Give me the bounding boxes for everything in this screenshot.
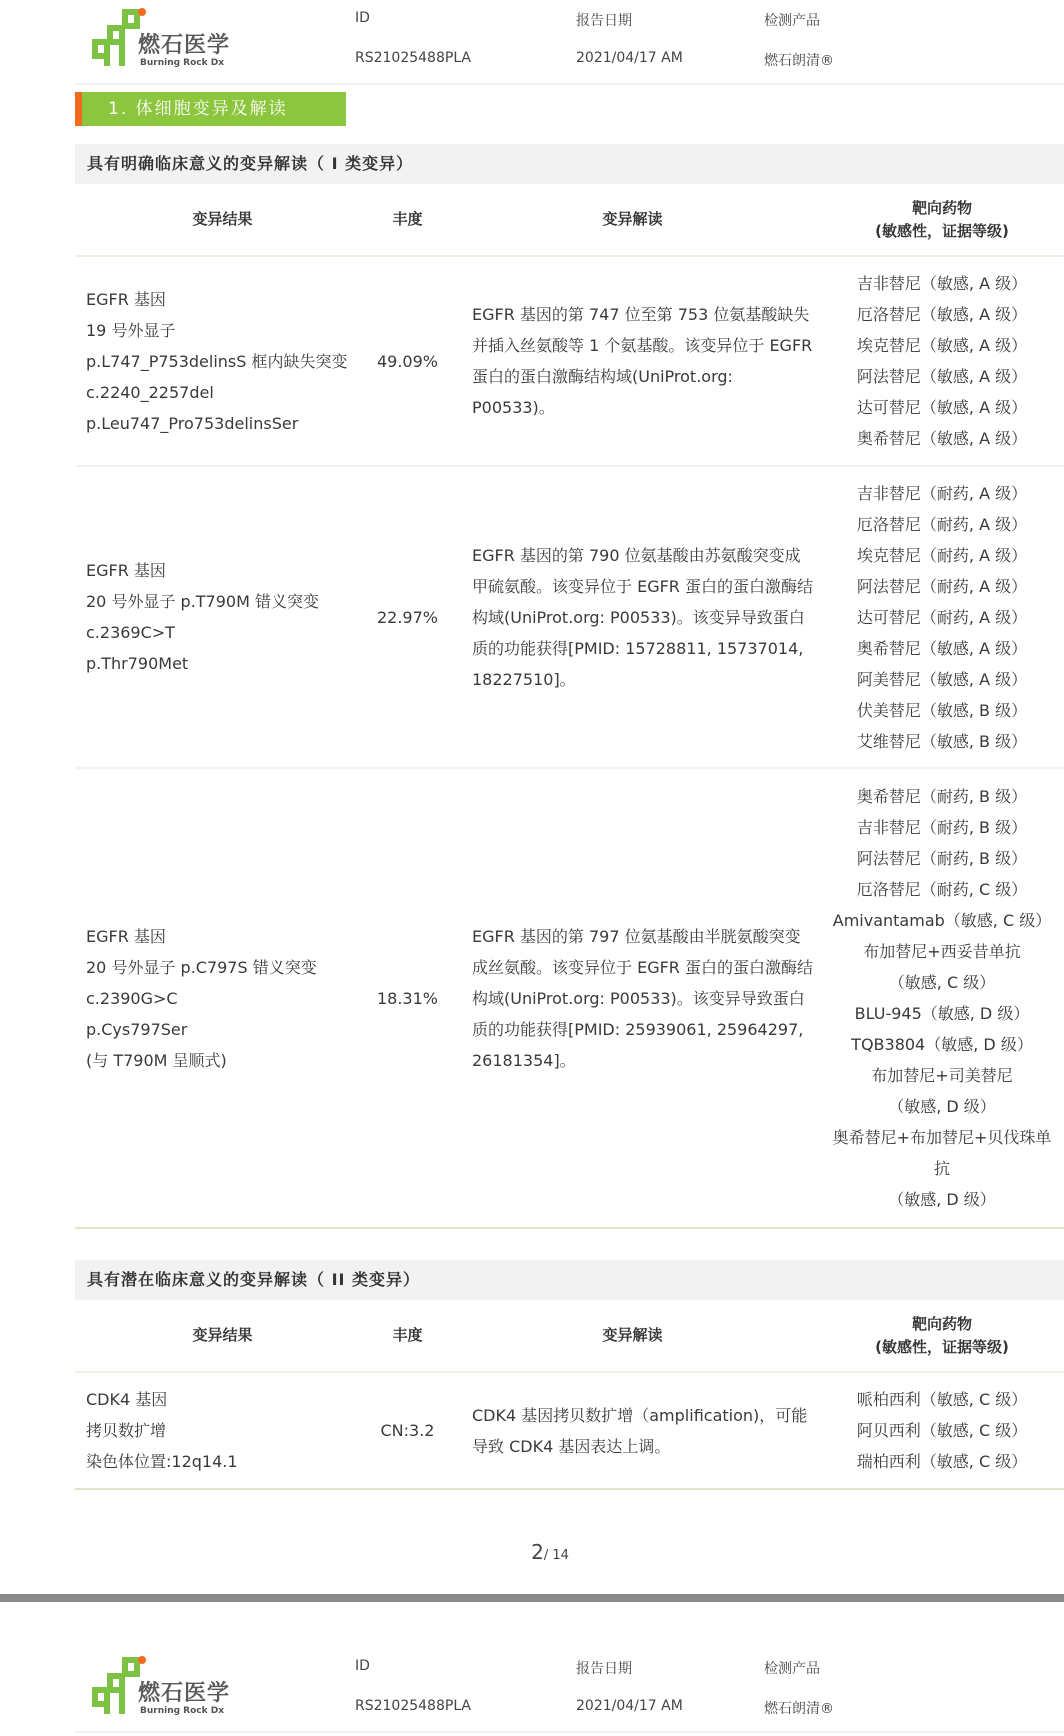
page-current: 2 bbox=[531, 1540, 544, 1564]
table-row bbox=[75, 769, 1064, 1229]
id-value: RS21025488PLA bbox=[355, 50, 472, 66]
drug-item: 阿贝西利（敏感, C 级） bbox=[856, 1421, 1028, 1440]
abundance-value: 18.31% bbox=[376, 988, 438, 1008]
result-line: (与 T790M 呈顺式) bbox=[86, 1050, 227, 1070]
drug-item: 抗 bbox=[933, 1159, 950, 1178]
interpretation-cell bbox=[445, 769, 820, 1227]
result-line: p.Thr790Met bbox=[86, 654, 189, 673]
drug-item: 埃克替尼（敏感, A 级） bbox=[856, 336, 1028, 355]
result-line: 20 号外显子 p.C797S 错义突变 bbox=[86, 957, 317, 977]
brand-name-en: Burning Rock Dx bbox=[140, 58, 225, 68]
drug-item: 阿法替尼（敏感, A 级） bbox=[856, 367, 1028, 386]
section-title: 1. 体细胞变异及解读 bbox=[75, 92, 346, 126]
interpretation-text: EGFR 基因的第 797 位氨基酸由半胱氨酸突变成丝氨酸。该变异位于 EGFR 蛋白的蛋白激酶结构域(UniProt.org: P00533)。该变异导致蛋白质的功能获得[PMID: 25939061, 25964297, 26181354]。 bbox=[472, 926, 814, 1070]
col-drugs-line1: 靶向药物 bbox=[911, 1314, 972, 1333]
table-header bbox=[75, 1300, 1064, 1373]
result-line: 染色体位置:12q14.1 bbox=[86, 1452, 238, 1471]
drugs-cell bbox=[820, 769, 1064, 1227]
brand-name-en: Burning Rock Dx bbox=[140, 1706, 225, 1716]
table-row bbox=[75, 257, 1064, 467]
result-line: EGFR 基因 bbox=[86, 926, 166, 946]
col-abundance: 丰度 bbox=[392, 1326, 423, 1344]
col-abundance: 丰度 bbox=[392, 210, 423, 228]
id-label: ID bbox=[355, 10, 370, 26]
class2-table bbox=[75, 1300, 1064, 1490]
drug-item: 吉非替尼（耐药, A 级） bbox=[856, 483, 1028, 503]
report-date-value: 2021/04/17 AM bbox=[576, 50, 683, 66]
abundance-cell bbox=[370, 257, 445, 465]
result-line: c.2390G>C bbox=[86, 988, 178, 1008]
variant-result bbox=[75, 467, 370, 767]
page-separator bbox=[0, 1594, 1064, 1602]
interpretation-cell bbox=[445, 1373, 820, 1488]
report-date-value: 2021/04/17 AM bbox=[576, 1698, 683, 1714]
product-value: 燃石朗清® bbox=[764, 1701, 834, 1717]
variant-result bbox=[75, 1373, 370, 1488]
drug-item: 阿法替尼（耐药, A 级） bbox=[856, 576, 1028, 596]
brand-name-cn: 燃石医学 bbox=[138, 1681, 231, 1706]
result-line: p.L747_P753delinsS 框内缺失突变 bbox=[86, 351, 348, 371]
product-value: 燃石朗清® bbox=[764, 53, 834, 69]
col-result: 变异结果 bbox=[192, 1326, 253, 1344]
drug-item: 布加替尼+司美替尼 bbox=[871, 1066, 1013, 1085]
drug-item: Amivantamab（敏感, C 级） bbox=[832, 911, 1052, 930]
variant-result bbox=[75, 257, 370, 465]
result-line: 20 号外显子 p.T790M 错义突变 bbox=[86, 592, 319, 611]
page-number bbox=[0, 1540, 1064, 1564]
report-date-label: 报告日期 bbox=[576, 13, 632, 29]
drug-item: 哌柏西利（敏感, C 级） bbox=[856, 1390, 1028, 1409]
abundance-value: 22.97% bbox=[376, 607, 438, 627]
report-date-label: 报告日期 bbox=[576, 1661, 632, 1677]
result-line: 拷贝数扩增 bbox=[86, 1421, 167, 1440]
drug-item: 厄洛替尼（敏感, A 级） bbox=[856, 305, 1028, 324]
result-line: c.2369C>T bbox=[86, 623, 175, 642]
page-header bbox=[0, 0, 1064, 85]
table-row bbox=[75, 467, 1064, 769]
page-header-next bbox=[0, 1648, 1064, 1733]
header-divider bbox=[75, 83, 1064, 85]
id-value: RS21025488PLA bbox=[355, 1698, 472, 1714]
abundance-value: 49.09% bbox=[376, 351, 438, 371]
drug-item: 厄洛替尼（耐药, A 级） bbox=[856, 514, 1028, 534]
table-row bbox=[75, 1373, 1064, 1490]
drug-item: 奥希替尼（敏感, A 级） bbox=[856, 429, 1028, 448]
abundance-value: CN:3.2 bbox=[380, 1421, 435, 1440]
drug-item: 布加替尼+西妥昔单抗 bbox=[863, 942, 1021, 961]
drug-item: 埃克替尼（耐药, A 级） bbox=[856, 545, 1028, 565]
brand-logo bbox=[92, 6, 262, 76]
drug-item: 奥希替尼（敏感, A 级） bbox=[856, 638, 1028, 658]
result-line: c.2240_2257del bbox=[86, 382, 214, 402]
variant-result bbox=[75, 769, 370, 1227]
id-label: ID bbox=[355, 1658, 370, 1674]
abundance-cell bbox=[370, 1373, 445, 1488]
drug-item: （敏感, D 级） bbox=[888, 1190, 996, 1209]
drug-item: 达可替尼（耐药, A 级） bbox=[856, 607, 1028, 627]
result-line: EGFR 基因 bbox=[86, 561, 166, 580]
col-drugs-line2: (敏感性，证据等级) bbox=[875, 1337, 1009, 1356]
col-interpretation: 变异解读 bbox=[602, 210, 663, 228]
result-line: p.Cys797Ser bbox=[86, 1019, 188, 1039]
drug-item: （敏感, C 级） bbox=[888, 973, 996, 992]
class1-title: 具有明确临床意义的变异解读（ I 类变异） bbox=[75, 144, 1064, 184]
drug-item: 厄洛替尼（耐药, C 级） bbox=[856, 880, 1028, 899]
drug-item: BLU-945（敏感, D 级） bbox=[854, 1004, 1030, 1023]
drug-item: 达可替尼（敏感, A 级） bbox=[856, 398, 1028, 417]
interpretation-cell bbox=[445, 257, 820, 465]
interpretation-text: CDK4 基因拷贝数扩增（amplification)，可能导致 CDK4 基因表达上调。 bbox=[472, 1405, 808, 1456]
drug-item: 伏美替尼（敏感, B 级） bbox=[856, 700, 1028, 720]
col-drugs bbox=[820, 184, 1064, 255]
drug-item: 阿美替尼（敏感, A 级） bbox=[856, 669, 1028, 689]
brand-logo bbox=[92, 1654, 262, 1724]
interpretation-text: EGFR 基因的第 747 位至第 753 位氨基酸缺失并插入丝氨酸等 1 个氨基酸。该变异位于 EGFR 蛋白的蛋白激酶结构域(UniProt.org: P00533)。 bbox=[472, 305, 813, 417]
brand-name-cn: 燃石医学 bbox=[138, 33, 231, 58]
drug-item: 奥希替尼（耐药, B 级） bbox=[856, 787, 1028, 806]
drugs-cell bbox=[820, 467, 1064, 767]
col-drugs-line2: (敏感性，证据等级) bbox=[875, 221, 1009, 240]
col-drugs bbox=[820, 1300, 1064, 1371]
page-total: / 14 bbox=[543, 1548, 569, 1563]
header-divider bbox=[75, 1731, 1064, 1733]
drug-item: 阿法替尼（耐药, B 级） bbox=[856, 849, 1028, 868]
product-label: 检测产品 bbox=[764, 1661, 820, 1677]
table-header bbox=[75, 184, 1064, 257]
drugs-cell bbox=[820, 257, 1064, 465]
result-line: EGFR 基因 bbox=[86, 289, 166, 309]
col-interpretation: 变异解读 bbox=[602, 1326, 663, 1344]
interpretation-text: EGFR 基因的第 790 位氨基酸由苏氨酸突变成甲硫氨酸。该变异位于 EGFR 蛋白的蛋白激酶结构域(UniProt.org: P00533)。该变异导致蛋白质的功能获得[PMID: 15728811, 15737014, 18227510]。 bbox=[472, 545, 814, 689]
drug-item: 艾维替尼（敏感, B 级） bbox=[856, 731, 1028, 751]
product-label: 检测产品 bbox=[764, 13, 820, 29]
drug-item: 吉非替尼（耐药, B 级） bbox=[856, 818, 1028, 837]
abundance-cell bbox=[370, 769, 445, 1227]
drug-item: 瑞柏西利（敏感, C 级） bbox=[856, 1452, 1028, 1471]
drug-item: （敏感, D 级） bbox=[888, 1097, 996, 1116]
drugs-cell bbox=[820, 1373, 1064, 1488]
abundance-cell bbox=[370, 467, 445, 767]
drug-item: 奥希替尼+布加替尼+贝伐珠单 bbox=[832, 1128, 1052, 1147]
result-line: 19 号外显子 bbox=[86, 320, 176, 340]
class1-table bbox=[75, 184, 1064, 1229]
result-line: CDK4 基因 bbox=[86, 1390, 168, 1409]
class2-title: 具有潜在临床意义的变异解读（ II 类变异） bbox=[75, 1260, 1064, 1300]
col-result: 变异结果 bbox=[192, 210, 253, 228]
result-line: p.Leu747_Pro753delinsSer bbox=[86, 413, 299, 433]
col-drugs-line1: 靶向药物 bbox=[911, 198, 972, 217]
drug-item: 吉非替尼（敏感, A 级） bbox=[856, 274, 1028, 293]
drug-item: TQB3804（敏感, D 级） bbox=[851, 1035, 1033, 1054]
interpretation-cell bbox=[445, 467, 820, 767]
